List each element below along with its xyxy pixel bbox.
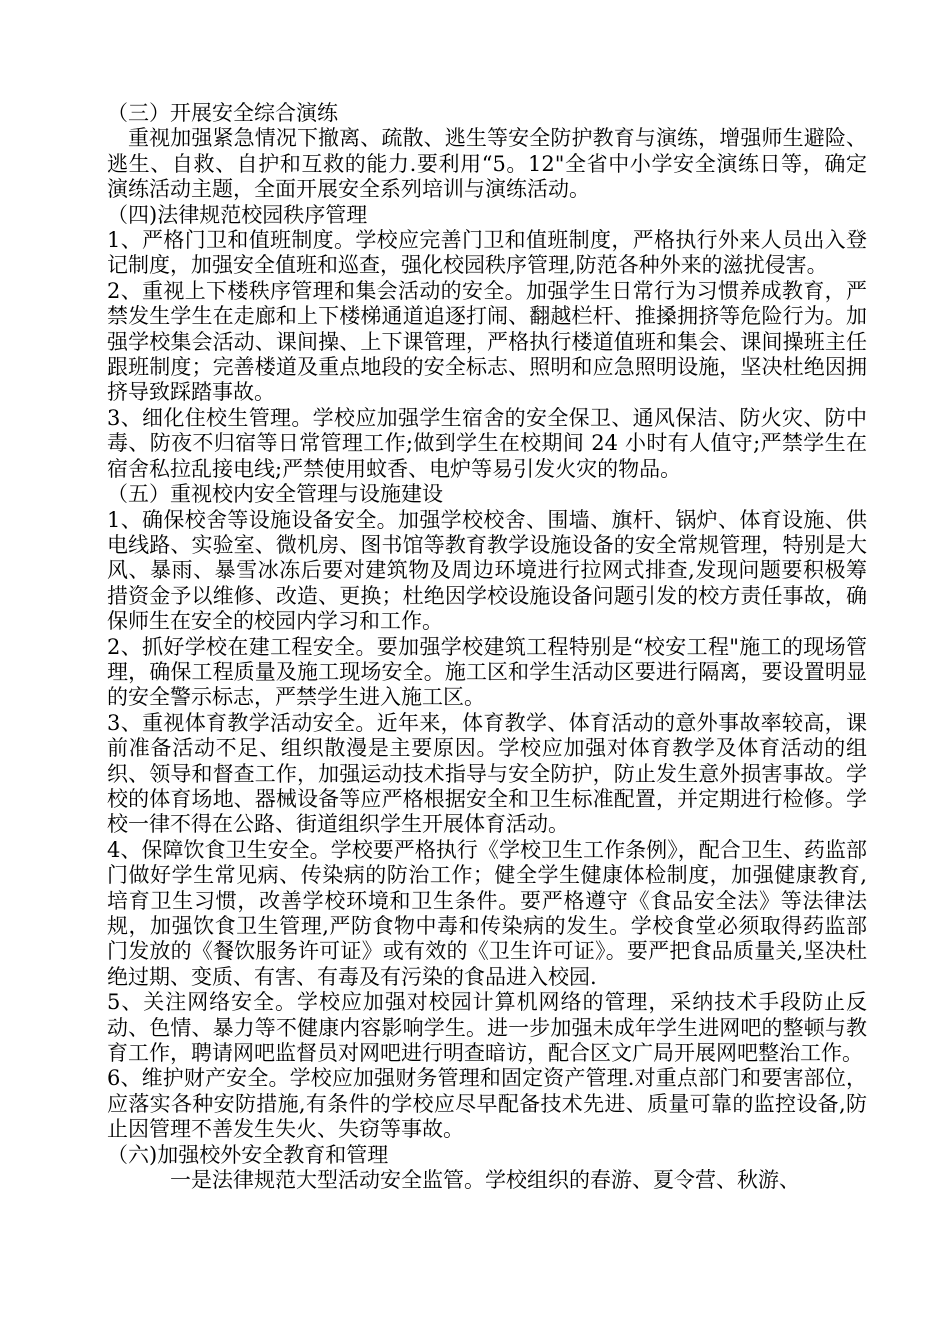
section-5-item-1: 1、确保校舍等设施设备安全。加强学校校舍、围墙、旗杆、锅炉、体育设施、供电线路、实验室、微机房、图书馆等教育教学设施设备的安全常规管理，特别是大风、暴雨、暴雪冰冻后要对建筑物及周边环境进行拉网式排查,发现问题要积极筹措资金予以维修、改造、更换；杜绝因学校设施设备问题引发的校方责任事故，确保师生在安全的校园内学习和工作。 (107, 507, 867, 634)
section-5-heading: （五）重视校内安全管理与设施建设 (107, 482, 443, 507)
section-6-heading: （六)加强校外安全教育和管理 (107, 1142, 389, 1167)
section-4-item-2: 2、重视上下楼秩序管理和集会活动的安全。加强学生日常行为习惯养成教育，严禁发生学生在走廊和上下楼梯通道追逐打闹、翻越栏杆、推搡拥挤等危险行为。加强学校集会活动、课间操、上下课管理，严格执行楼道值班和集会、课间操班主任跟班制度；完善楼道及重点地段的安全标志、照明和应急照明设施，坚决杜绝因拥挤导致踩踏事故。 (107, 278, 867, 405)
section-4-heading: （四)法律规范校园秩序管理 (107, 202, 368, 227)
section-5-item-5: 5、关注网络安全。学校应加强对校园计算机网络的管理，采纳技术手段防止反动、色情、暴力等不健康内容影响学生。进一步加强未成年学生进网吧的整顿与教育工作，聘请网吧监督员对网吧进行明查暗访，配合区文广局开展网吧整治工作。 (107, 990, 867, 1066)
section-3-paragraph: 重视加强紧急情况下撤离、疏散、逃生等安全防护教育与演练，增强师生避险、逃生、自救、自护和互救的能力.要利用“5。12"全省中小学安全演练日等，确定演练活动主题，全面开展安全系列培训与演练活动。 (107, 126, 867, 202)
section-4-item-1: 1、严格门卫和值班制度。学校应完善门卫和值班制度，严格执行外来人员出入登记制度，加强安全值班和巡查，强化校园秩序管理,防范各种外来的滋扰侵害。 (107, 228, 867, 278)
section-4-item-3: 3、细化住校生管理。学校应加强学生宿舍的安全保卫、通风保洁、防火灾、防中毒、防夜不归宿等日常管理工作;做到学生在校期间 24 小时有人值守;严禁学生在宿舍私拉乱接电线;严禁使用蚊香、电炉等易引发火灾的物品。 (107, 405, 867, 481)
section-5-item-2: 2、抓好学校在建工程安全。要加强学校建筑工程特别是“校安工程"施工的现场管理，确保工程质量及施工现场安全。施工区和学生活动区要进行隔离，要设置明显的安全警示标志，严禁学生进入施工区。 (107, 634, 867, 710)
document-body (107, 101, 867, 1193)
section-6-paragraph: 一是法律规范大型活动安全监管。学校组织的春游、夏令营、秋游、 (170, 1168, 800, 1193)
section-5-item-3: 3、重视体育教学活动安全。近年来，体育教学、体育活动的意外事故率较高，课前准备活动不足、组织散漫是主要原因。学校应加强对体育教学及体育活动的组织、领导和督查工作，加强运动技术指导与安全防护，防止发生意外损害事故。学校的体育场地、器械设备等应严格根据安全和卫生标准配置，并定期进行检修。学校一律不得在公路、街道组织学生开展体育活动。 (107, 710, 867, 837)
section-5-item-4: 4、保障饮食卫生安全。学校要严格执行《学校卫生工作条例》，配合卫生、药监部门做好学生常见病、传染病的防治工作；健全学生健康体检制度，加强健康教育,培育卫生习惯，改善学校环境和卫生条件。要严格遵守《食品安全法》等法律法规，加强饮食卫生管理,严防食物中毒和传染病的发生。学校食堂必须取得药监部门发放的《餐饮服务许可证》或有效的《卫生许可证》。要严把食品质量关,坚决杜绝过期、变质、有害、有毒及有污染的食品进入校园. (107, 837, 867, 989)
section-5-item-6: 6、维护财产安全。学校应加强财务管理和固定资产管理.对重点部门和要害部位，应落实各种安防措施,有条件的学校应尽早配备技术先进、质量可靠的监控设备,防止因管理不善发生失火、失窃等事故。 (107, 1066, 867, 1142)
section-3-heading: （三）开展安全综合演练 (107, 101, 338, 125)
